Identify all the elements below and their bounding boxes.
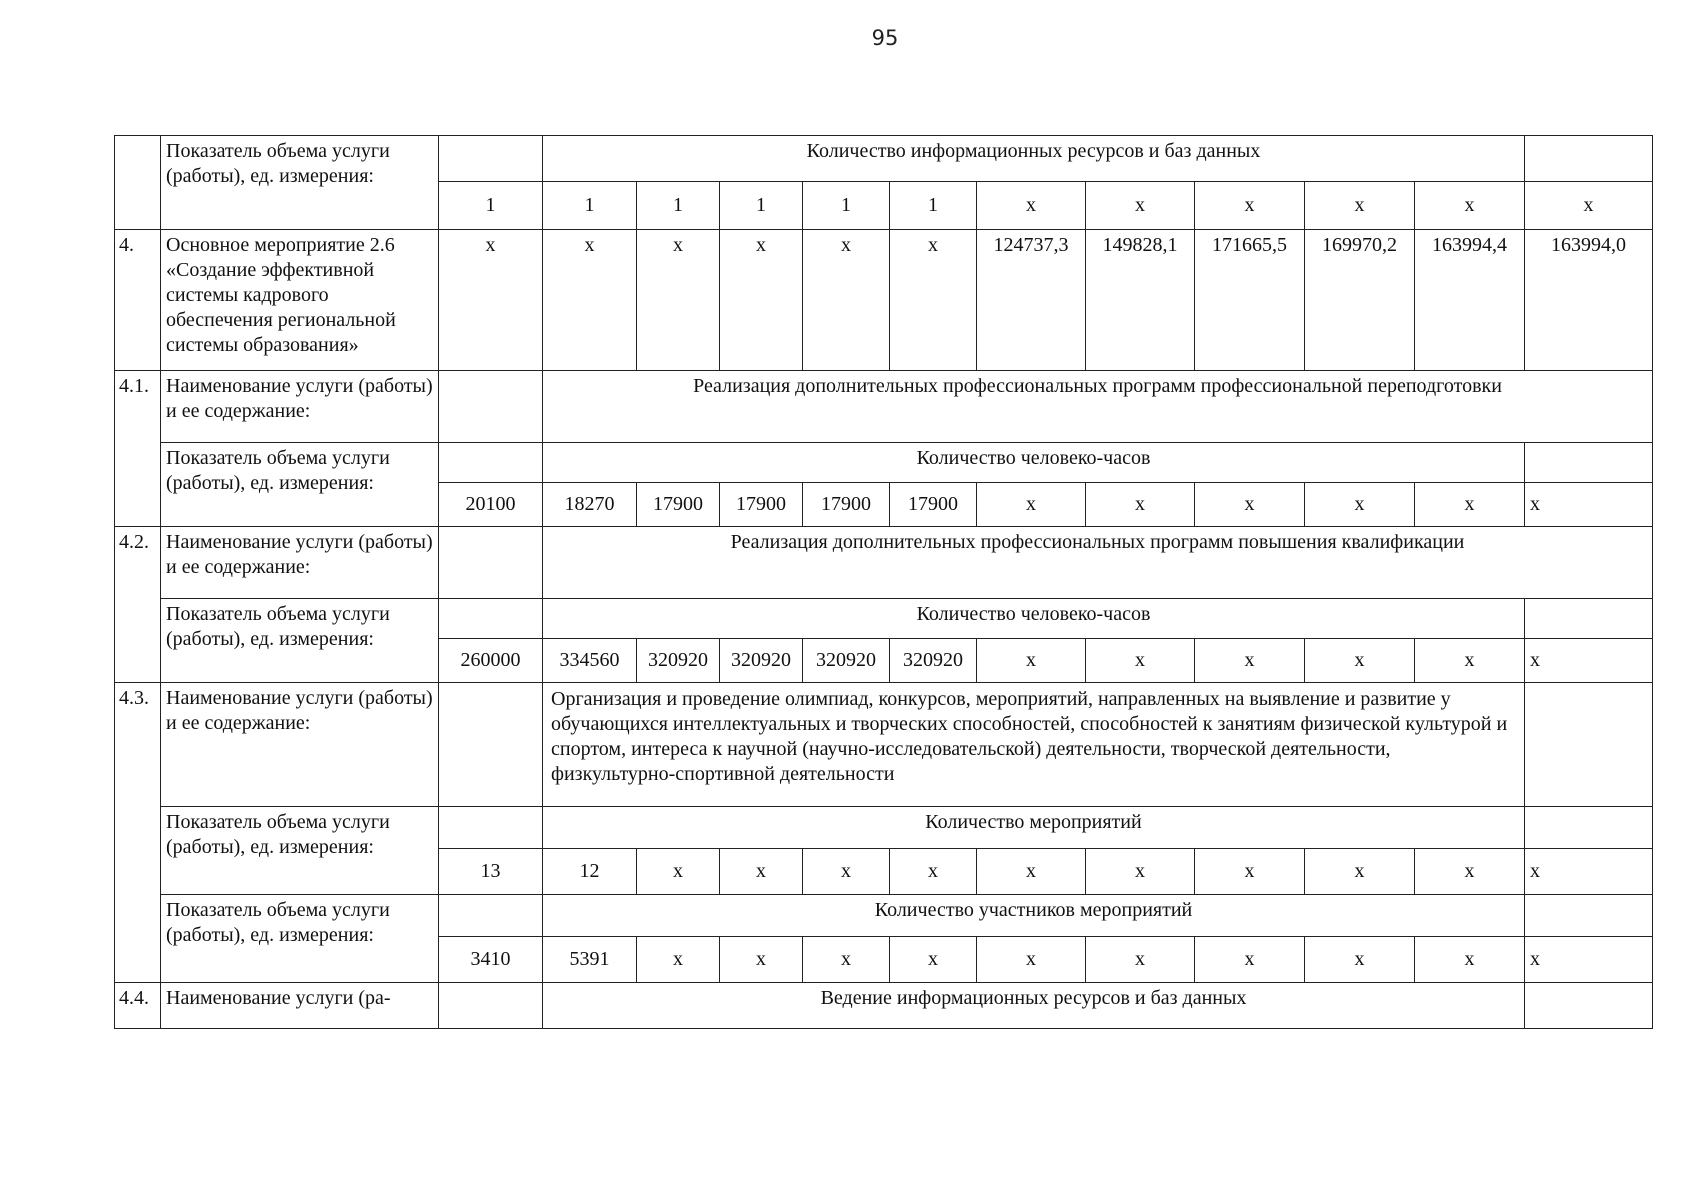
- value-cell: 1: [543, 182, 637, 230]
- value-cell: x: [1525, 849, 1653, 895]
- service-name-label: Наименование услуги (работы) и ее содержание:: [161, 527, 439, 599]
- service-row: [115, 371, 1653, 443]
- value-cell: 5391: [543, 937, 637, 983]
- unit-row: [115, 807, 1653, 849]
- value-cell: x: [803, 230, 890, 371]
- value-cell: 124737,3: [977, 230, 1086, 371]
- empty-cell: [1525, 443, 1653, 483]
- value-cell: x: [890, 937, 977, 983]
- value-cell: 17900: [803, 483, 890, 527]
- value-cell: x: [1086, 483, 1195, 527]
- top-indicator-label: Показатель объема услуги (работы), ед. измерения:: [161, 136, 439, 230]
- indicator-label: Показатель объема услуги (работы), ед. измерения:: [161, 599, 439, 683]
- value-cell: 320920: [637, 639, 720, 683]
- indicator-label: Показатель объема услуги (работы), ед. измерения:: [161, 807, 439, 895]
- row-number: 4.4.: [115, 983, 161, 1029]
- value-cell: x: [1525, 182, 1653, 230]
- unit-text: Количество человеко-часов: [543, 443, 1525, 483]
- value-cell: 163994,0: [1525, 230, 1653, 371]
- value-cell: 320920: [803, 639, 890, 683]
- unit-row: [115, 443, 1653, 483]
- empty-cell: [1525, 599, 1653, 639]
- service-row: [115, 683, 1653, 807]
- value-cell: x: [1415, 182, 1525, 230]
- value-cell: 12: [543, 849, 637, 895]
- top-number-cell: [115, 136, 161, 230]
- row-number: 4.3.: [115, 683, 161, 983]
- value-cell: 260000: [439, 639, 543, 683]
- top-empty-cell: [439, 136, 543, 182]
- value-cell: x: [637, 849, 720, 895]
- value-cell: 1: [637, 182, 720, 230]
- unit-text: Количество участников мероприятий: [543, 895, 1525, 937]
- unit-text: Количество человеко-часов: [543, 599, 1525, 639]
- value-cell: x: [1415, 639, 1525, 683]
- value-cell: x: [1415, 483, 1525, 527]
- value-cell: x: [1195, 182, 1305, 230]
- value-cell: x: [1086, 639, 1195, 683]
- value-cell: x: [720, 937, 803, 983]
- value-cell: 17900: [890, 483, 977, 527]
- service-name-label: Наименование услуги (ра-: [161, 983, 439, 1029]
- value-cell: 320920: [720, 639, 803, 683]
- value-cell: x: [803, 937, 890, 983]
- value-cell: x: [1305, 639, 1415, 683]
- service-name-text: Организация и проведение олимпиад, конкурсов, мероприятий, направленных на выявление и развитие у обучающихся интеллектуальных и творческих способностей, способностей к занятиям физической культурой и спортом, интереса к научной (научно-исследовательской) деятельности, творческой деятельности, физкультурно-спортивной деятельности: [543, 683, 1525, 807]
- value-cell: x: [977, 849, 1086, 895]
- value-cell: 20100: [439, 483, 543, 527]
- unit-row: [115, 599, 1653, 639]
- page-number: 95: [871, 26, 899, 50]
- value-cell: 149828,1: [1086, 230, 1195, 371]
- value-cell: x: [1195, 483, 1305, 527]
- value-cell: x: [1305, 483, 1415, 527]
- empty-cell: [1525, 895, 1653, 937]
- service-name-text: Реализация дополнительных профессиональных программ профессиональной переподготовки: [543, 371, 1653, 443]
- value-cell: x: [1525, 483, 1653, 527]
- empty-cell: [1525, 683, 1653, 807]
- value-cell: x: [1086, 182, 1195, 230]
- value-cell: x: [439, 230, 543, 371]
- value-cell: 17900: [720, 483, 803, 527]
- value-cell: x: [890, 230, 977, 371]
- unit-row: [115, 895, 1653, 937]
- value-cell: 1: [890, 182, 977, 230]
- value-cell: x: [1086, 849, 1195, 895]
- value-cell: x: [977, 639, 1086, 683]
- empty-cell: [1525, 807, 1653, 849]
- value-cell: x: [803, 849, 890, 895]
- value-cell: 334560: [543, 639, 637, 683]
- value-cell: x: [1305, 182, 1415, 230]
- top-unit-text: Количество информационных ресурсов и баз данных: [543, 136, 1525, 182]
- value-cell: x: [1305, 849, 1415, 895]
- value-cell: x: [637, 937, 720, 983]
- empty-cell: [439, 599, 543, 639]
- empty-cell: [1525, 983, 1653, 1029]
- main-activity-row: [115, 230, 1653, 371]
- value-cell: x: [890, 849, 977, 895]
- row-number: 4.1.: [115, 371, 161, 527]
- value-cell: 13: [439, 849, 543, 895]
- row-number: 4.2.: [115, 527, 161, 683]
- main-activity-title: Основное мероприятие 2.6 «Создание эффективной системы кадрового обеспечения региональной системы образования»: [161, 230, 439, 371]
- value-cell: x: [1415, 937, 1525, 983]
- value-cell: 320920: [890, 639, 977, 683]
- budget-table: [114, 135, 1653, 1029]
- value-cell: 1: [803, 182, 890, 230]
- value-cell: x: [1305, 937, 1415, 983]
- empty-cell: [439, 983, 543, 1029]
- indicator-label: Показатель объема услуги (работы), ед. измерения:: [161, 895, 439, 983]
- top-unit-row: [115, 136, 1653, 182]
- value-cell: x: [1086, 937, 1195, 983]
- service-name-text: Реализация дополнительных профессиональных программ повышения квалификации: [543, 527, 1653, 599]
- indicator-label: Показатель объема услуги (работы), ед. измерения:: [161, 443, 439, 527]
- value-cell: x: [543, 230, 637, 371]
- value-cell: x: [1195, 849, 1305, 895]
- value-cell: 171665,5: [1195, 230, 1305, 371]
- empty-cell: [439, 443, 543, 483]
- value-cell: 1: [720, 182, 803, 230]
- value-cell: x: [977, 483, 1086, 527]
- service-name-text: Ведение информационных ресурсов и баз данных: [543, 983, 1525, 1029]
- service-row: [115, 527, 1653, 599]
- service-name-label: Наименование услуги (работы) и ее содержание:: [161, 371, 439, 443]
- value-cell: x: [1415, 849, 1525, 895]
- value-cell: 163994,4: [1415, 230, 1525, 371]
- value-cell: 3410: [439, 937, 543, 983]
- value-cell: x: [1525, 639, 1653, 683]
- top-empty-tail: [1525, 136, 1653, 182]
- empty-cell: [439, 807, 543, 849]
- value-cell: 1: [439, 182, 543, 230]
- value-cell: 17900: [637, 483, 720, 527]
- unit-text: Количество мероприятий: [543, 807, 1525, 849]
- value-cell: x: [977, 937, 1086, 983]
- row-number: 4.: [115, 230, 161, 371]
- value-cell: x: [1525, 937, 1653, 983]
- empty-cell: [439, 371, 543, 443]
- value-cell: x: [637, 230, 720, 371]
- value-cell: x: [720, 230, 803, 371]
- empty-cell: [439, 683, 543, 807]
- value-cell: x: [977, 182, 1086, 230]
- value-cell: x: [720, 849, 803, 895]
- value-cell: x: [1195, 639, 1305, 683]
- service-row: [115, 983, 1653, 1029]
- service-name-label: Наименование услуги (работы) и ее содержание:: [161, 683, 439, 807]
- value-cell: x: [1195, 937, 1305, 983]
- value-cell: 18270: [543, 483, 637, 527]
- value-cell: 169970,2: [1305, 230, 1415, 371]
- empty-cell: [439, 895, 543, 937]
- empty-cell: [439, 527, 543, 599]
